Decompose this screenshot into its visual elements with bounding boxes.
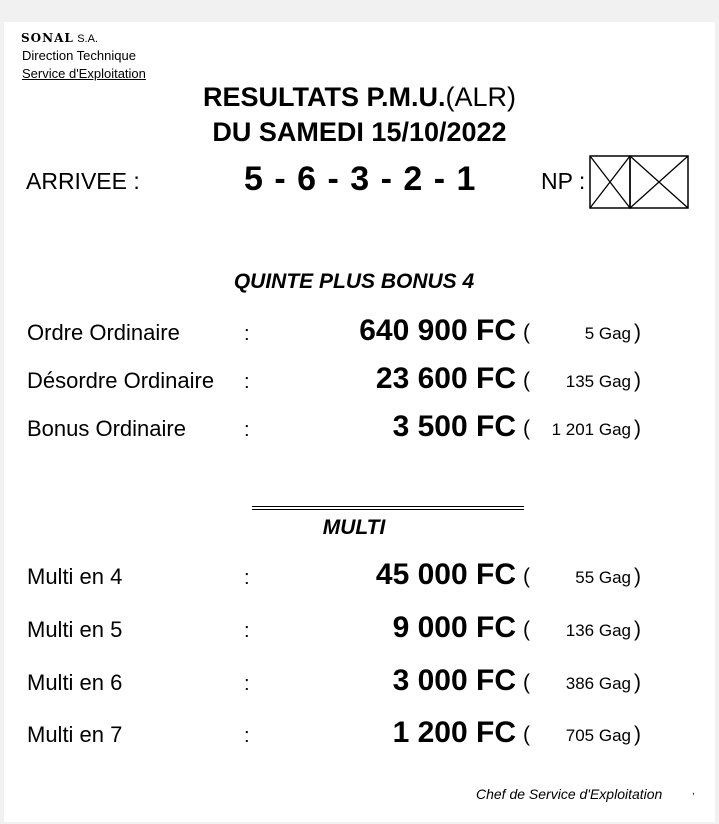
section-divider xyxy=(252,506,524,512)
arrivee-value: 5 - 6 - 3 - 2 - 1 xyxy=(244,160,477,198)
company-name xyxy=(21,31,98,46)
row-amount: 23 600 FC xyxy=(375,362,516,395)
row-paren-close: ) xyxy=(634,723,641,746)
row-colon: : xyxy=(244,419,250,441)
row-paren-open: ( xyxy=(523,369,530,392)
row-label: Multi en 5 xyxy=(27,617,123,642)
row-winners: 1 201 Gag xyxy=(551,420,631,439)
multi-section-title: MULTI xyxy=(322,516,386,539)
row-amount: 45 000 FC xyxy=(375,558,516,591)
arrivee-label: ARRIVEE : xyxy=(26,168,140,194)
results-document xyxy=(4,22,715,822)
row-label: Désordre Ordinaire xyxy=(27,368,215,393)
row-colon: : xyxy=(244,323,250,345)
stray-mark: , xyxy=(692,786,695,797)
np-label: NP : xyxy=(541,168,586,194)
row-amount: 3 500 FC xyxy=(392,410,516,443)
row-winners: 386 Gag xyxy=(565,674,631,693)
row-label: Ordre Ordinaire xyxy=(27,320,180,345)
row-paren-open: ( xyxy=(523,671,530,694)
service-label: Service d'Exploitation xyxy=(22,66,146,81)
row-paren-close: ) xyxy=(634,565,641,588)
divider-line-top xyxy=(252,506,524,507)
row-colon: : xyxy=(244,673,250,695)
divider-line-bottom xyxy=(252,509,524,510)
row-paren-open: ( xyxy=(523,565,530,588)
row-winners: 705 Gag xyxy=(565,726,631,745)
row-paren-open: ( xyxy=(523,723,530,746)
row-paren-close: ) xyxy=(634,369,641,392)
row-paren-open: ( xyxy=(523,417,530,440)
row-colon: : xyxy=(244,567,250,589)
row-paren-close: ) xyxy=(634,671,641,694)
title-main: RESULTATS P.M.U. xyxy=(202,82,446,112)
row-label: Multi en 6 xyxy=(27,670,123,695)
signature-label: Chef de Service d'Exploitation xyxy=(476,786,663,802)
row-winners: 135 Gag xyxy=(565,372,631,391)
row-amount: 3 000 FC xyxy=(392,664,516,697)
company-brand: SONAL xyxy=(21,31,74,45)
company-suffix: S.A. xyxy=(77,33,98,45)
row-colon: : xyxy=(244,725,250,747)
document-title xyxy=(4,82,715,113)
row-winners: 136 Gag xyxy=(565,621,631,640)
row-amount: 640 900 FC xyxy=(359,314,516,347)
row-paren-close: ) xyxy=(634,417,641,440)
row-amount: 1 200 FC xyxy=(392,716,516,749)
row-colon: : xyxy=(244,620,250,642)
document-date: DU SAMEDI 15/10/2022 xyxy=(212,117,507,147)
row-label: Multi en 4 xyxy=(27,564,123,589)
title-suffix: (ALR) xyxy=(445,82,517,112)
quinte-section-title: QUINTE PLUS BONUS 4 xyxy=(233,270,475,293)
row-label: Bonus Ordinaire xyxy=(27,416,186,441)
row-amount: 9 000 FC xyxy=(392,611,516,644)
row-paren-open: ( xyxy=(523,618,530,641)
direction-label: Direction Technique xyxy=(22,48,136,63)
row-label: Multi en 7 xyxy=(27,722,123,747)
row-paren-close: ) xyxy=(634,618,641,641)
row-paren-open: ( xyxy=(523,321,530,344)
np-crossed-boxes xyxy=(589,155,689,209)
row-paren-close: ) xyxy=(634,321,641,344)
row-colon: : xyxy=(244,371,250,393)
row-winners: 55 Gag xyxy=(575,568,631,587)
row-winners: 5 Gag xyxy=(584,324,631,343)
